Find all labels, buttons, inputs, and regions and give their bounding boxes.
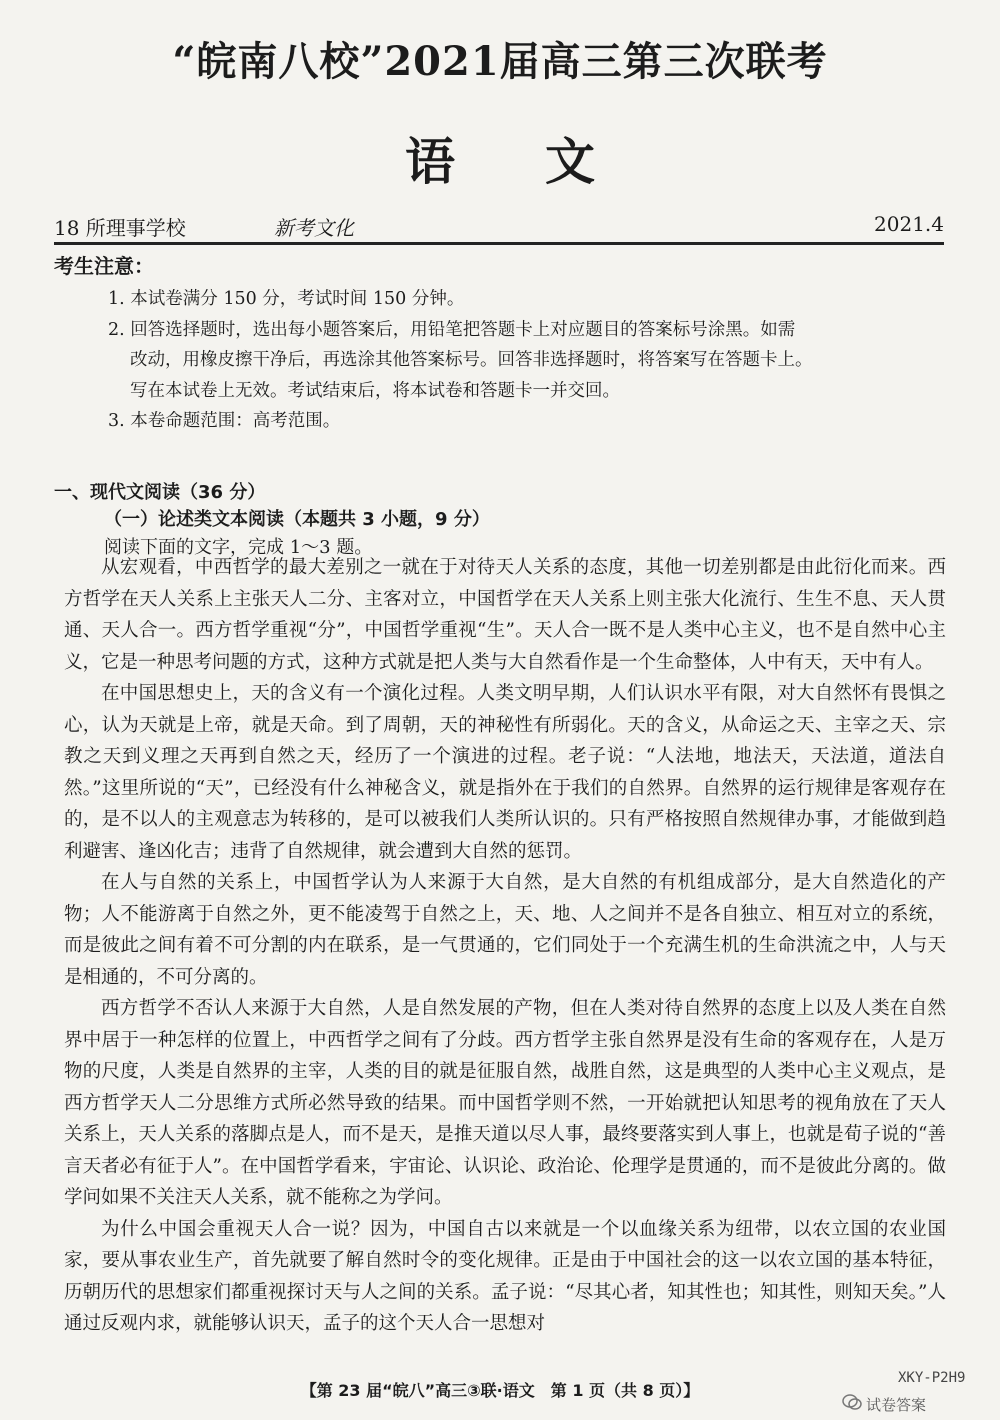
notice-list <box>108 284 958 437</box>
watermark-text: 试卷答案 <box>866 1396 927 1414</box>
passage-paragraph: 西方哲学不否认人来源于大自然，人是自然发展的产物，但在人类对待自然界的态度上以及人类在自然界中居于一种怎样的位置上，中西哲学之间有了分歧。西方哲学主张自然界是没有生命的客观存在，人是万物的尺度，人类是自然界的主宰，人类的目的就是征服自然，战胜自然，这是典型的人类中心主义观点，是西方哲学天人二分思维方式所必然导致的结果。而中国哲学则不然，一开始就把认知思考的视角放在了天人关系上，天人关系的落脚点是人，而不是天，是推天道以尽人事，最终要落实到人事上，也就是荀子说的“善言天者必有征于人”。在中国哲学看来，宇宙论、认识论、政治论、伦理学是贯通的，而不是彼此分离的。做学问如果不关注天人关系，就不能称之为学问。 <box>64 998 946 1208</box>
passage-paragraph: 从宏观看，中西哲学的最大差别之一就在于对待天人关系的态度，其他一切差别都是由此衍化而来。西方哲学在天人关系上主张天人二分、主客对立，中国哲学在天人关系上则主张大化流行、生生不息、天人贯通、天人合一。西方哲学重视“分”，中国哲学重视“生”。天人合一既不是人类中心主义，也不是自然中心主义，它是一种思考问题的方式，这种方式就是把人类与大自然看作是一个生命整体，人中有天，天中有人。 <box>64 557 946 673</box>
section-instruction: 阅读下面的文字，完成 1～3 题。 <box>104 537 373 558</box>
notice-item <box>108 315 958 407</box>
passage <box>64 552 946 1340</box>
subject-title <box>0 122 1000 194</box>
info-bar <box>54 212 944 245</box>
passage-paragraph: 为什么中国会重视天人合一说？因为，中国自古以来就是一个以血缘关系为纽带，以农立国的农业国家，要从事农业生产，首先就要了解自然时令的变化规律。正是由于中国社会的这一以农立国的基本特征，历朝历代的思想家们都重视探讨天与人之间的关系。孟子说：“尽其心者，知其性也；知其性，则知天矣。”人通过反观内求，就能够认识天，孟子的这个天人合一思想对 <box>64 1218 946 1334</box>
passage-paragraph: 在人与自然的关系上，中国哲学认为人来源于大自然，是大自然的有机组成部分，是大自然造化的产物；人不能游离于自然之外，更不能凌驾于自然之上，天、地、人之间并不是各自独立、相互对立的系统，而是彼此之间有着不可分割的内在联系，是一气贯通的，它们同处于一个充满生机的生命洪流之中，人与天是相通的，不可分离的。 <box>64 872 946 988</box>
notice-title: 考生注意： <box>54 254 154 278</box>
school-label: 18 所理事学校 <box>54 216 186 240</box>
notice-line: 1. 本试卷满分 150 分，考试时间 150 分钟。 <box>108 289 465 309</box>
exam-date: 2021.4 <box>874 212 944 236</box>
publisher-label: 新考文化 <box>274 216 354 240</box>
wechat-icon <box>842 1392 862 1412</box>
subject-char: 语 <box>405 132 455 191</box>
paper-code: XKY-P2H9 <box>898 1370 966 1386</box>
section-subheading: （一）论述类文本阅读（本题共 3 小题，9 分） <box>104 509 490 530</box>
notice-line: 2. 回答选择题时，选出每小题答案后，用铅笔把答题卡上对应题目的答案标号涂黑。如需 <box>108 319 796 340</box>
exam-title: “皖南八校”2021届高三第三次联考 <box>172 38 828 85</box>
passage-paragraph: 在中国思想史上，天的含义有一个演化过程。人类文明早期，人们认识水平有限，对大自然怀有畏惧之心，认为天就是上帝，就是天命。到了周朝，天的神秘性有所弱化。天的含义，从命运之天、主宰之天、宗教之天到义理之天再到自然之天，经历了一个演进的过程。老子说：“人法地，地法天，天法道，道法自然。”这里所说的“天”，已经没有什么神秘含义，就是指外在于我们的自然界。自然界的运行规律是客观存在的，是不以人的主观意志为转移的，是可以被我们人类所认识的。只有严格按照自然规律办事，才能做到趋利避害、逢凶化吉；违背了自然规律，就会遭到大自然的惩罚。 <box>64 683 946 862</box>
notice-line: 写在本试卷上无效。考试结束后，将本试卷和答题卡一并交回。 <box>130 380 620 401</box>
notice-line: 3. 本卷命题范围：高考范围。 <box>108 411 341 431</box>
notice-item <box>108 406 958 437</box>
page-footer: 【第 23 届“皖八”高三③联·语文 第 1 页（共 8 页）】 <box>300 1381 700 1400</box>
subject-char: 文 <box>545 132 595 191</box>
notice-line: 改动，用橡皮擦干净后，再选涂其他答案标号。回答非选择题时，将答案写在答题卡上。 <box>130 350 813 370</box>
notice-item <box>108 284 958 315</box>
section-heading: 一、现代文阅读（36 分） <box>54 482 266 503</box>
